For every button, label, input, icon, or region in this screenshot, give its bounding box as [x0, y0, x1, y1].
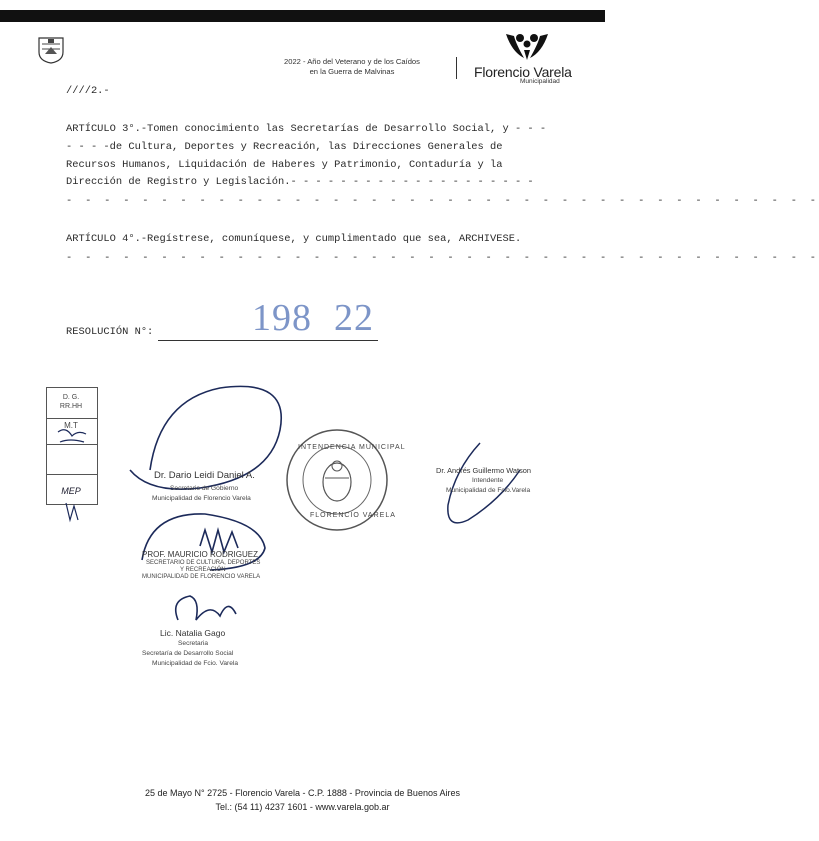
- signature-4-dept: Secretaría de Desarrollo Social: [142, 650, 234, 657]
- signature-1-org: Municipalidad de Florencio Varela: [152, 495, 251, 502]
- resolution-label: RESOLUCIÓN N°:: [66, 326, 154, 338]
- article-3-text: ARTÍCULO 3°.-Tomen conocimiento las Secretarías de Desarrollo Social, y - - - - - - -de Cultura, Deportes y Recreación, las Direcciones Generales de Recursos Humanos, Liquidación de Haberes y Patrimonio, Contaduría y la Dirección de Registro y Legislación.- - - - - - - - - - - - - - - - - - - -: [66, 123, 547, 189]
- footer-address: 25 de Mayo N° 2725 - Florencio Varela - C.P. 1888 - Provincia de Buenos Aires: [145, 788, 460, 798]
- article-4-text: ARTÍCULO 4°.-Regístrese, comuníquese, y cumplimentado que sea, ARCHIVESE.: [66, 233, 522, 245]
- signature-2-org: Municipalidad de Fcio.Varela: [446, 487, 531, 494]
- signature-2-role: Intendente: [472, 477, 504, 484]
- slogan-line-2: en la Guerra de Malvinas: [309, 67, 395, 76]
- resolution-year: 22: [334, 297, 374, 339]
- signature-4-stroke: [176, 596, 236, 620]
- top-black-band: [0, 10, 605, 22]
- signature-3-role: SECRETARIO DE CULTURA, DEPORTES: [146, 560, 261, 566]
- signature-1-role: Secretario de Gobierno: [170, 485, 239, 492]
- logo-name: Florencio Varela: [474, 64, 572, 80]
- signature-2-name: Dr. Andrés Guillermo Watson: [436, 466, 532, 475]
- signature-3-name: PROF. MAURICIO RODRIGUEZ: [142, 550, 259, 559]
- slogan-line-1: 2022 - Año del Veterano y de los Caídos: [284, 57, 420, 66]
- signature-1-name: Dr. Dario Leidi Daniel A.: [154, 470, 255, 481]
- article-4-dash-line: - - - - - - - - - - - - - - - - - - - - - - - - - - - - - - - - - - - - - - - -: [66, 252, 819, 264]
- initials-stamp-mark: [66, 503, 78, 520]
- seal-text-top: INTENDENCIA MUNICIPAL: [298, 444, 406, 451]
- signature-3-role-2: Y RECREACIÓN: [180, 567, 226, 573]
- year-slogan: [262, 57, 442, 77]
- stamp-line-1: D. G.: [62, 394, 80, 401]
- stamp-line-2: RR.HH: [59, 403, 83, 410]
- footer-contact: Tel.: (54 11) 4237 1601 - www.varela.gob.ar: [215, 802, 390, 812]
- signature-4-org: Municipalidad de Fcio. Varela: [152, 660, 239, 667]
- stamp-initials: MEP: [61, 486, 81, 496]
- resolution-number: 198: [252, 297, 312, 339]
- article-3-dash-line: - - - - - - - - - - - - - - - - - - - - - - - - - - - - - - - - - - - - - - - -: [66, 195, 819, 207]
- municipal-crest-icon: [36, 36, 66, 64]
- header-divider: [456, 57, 457, 79]
- page-reference: ////2.-: [66, 85, 110, 97]
- signature-3-org: MUNICIPALIDAD DE FLORENCIO VARELA: [142, 574, 261, 580]
- stamp-line-3: M.T: [64, 421, 78, 430]
- resolution-underline: [158, 340, 378, 341]
- signature-4-name: Lic. Natalia Gago: [160, 628, 226, 638]
- seal-text-bottom: FLORENCIO VARELA: [310, 512, 396, 519]
- logo-subtitle: Municipalidad: [520, 78, 560, 85]
- florencio-varela-logo-icon: [502, 30, 552, 62]
- signature-4-role: Secretaria: [178, 640, 209, 647]
